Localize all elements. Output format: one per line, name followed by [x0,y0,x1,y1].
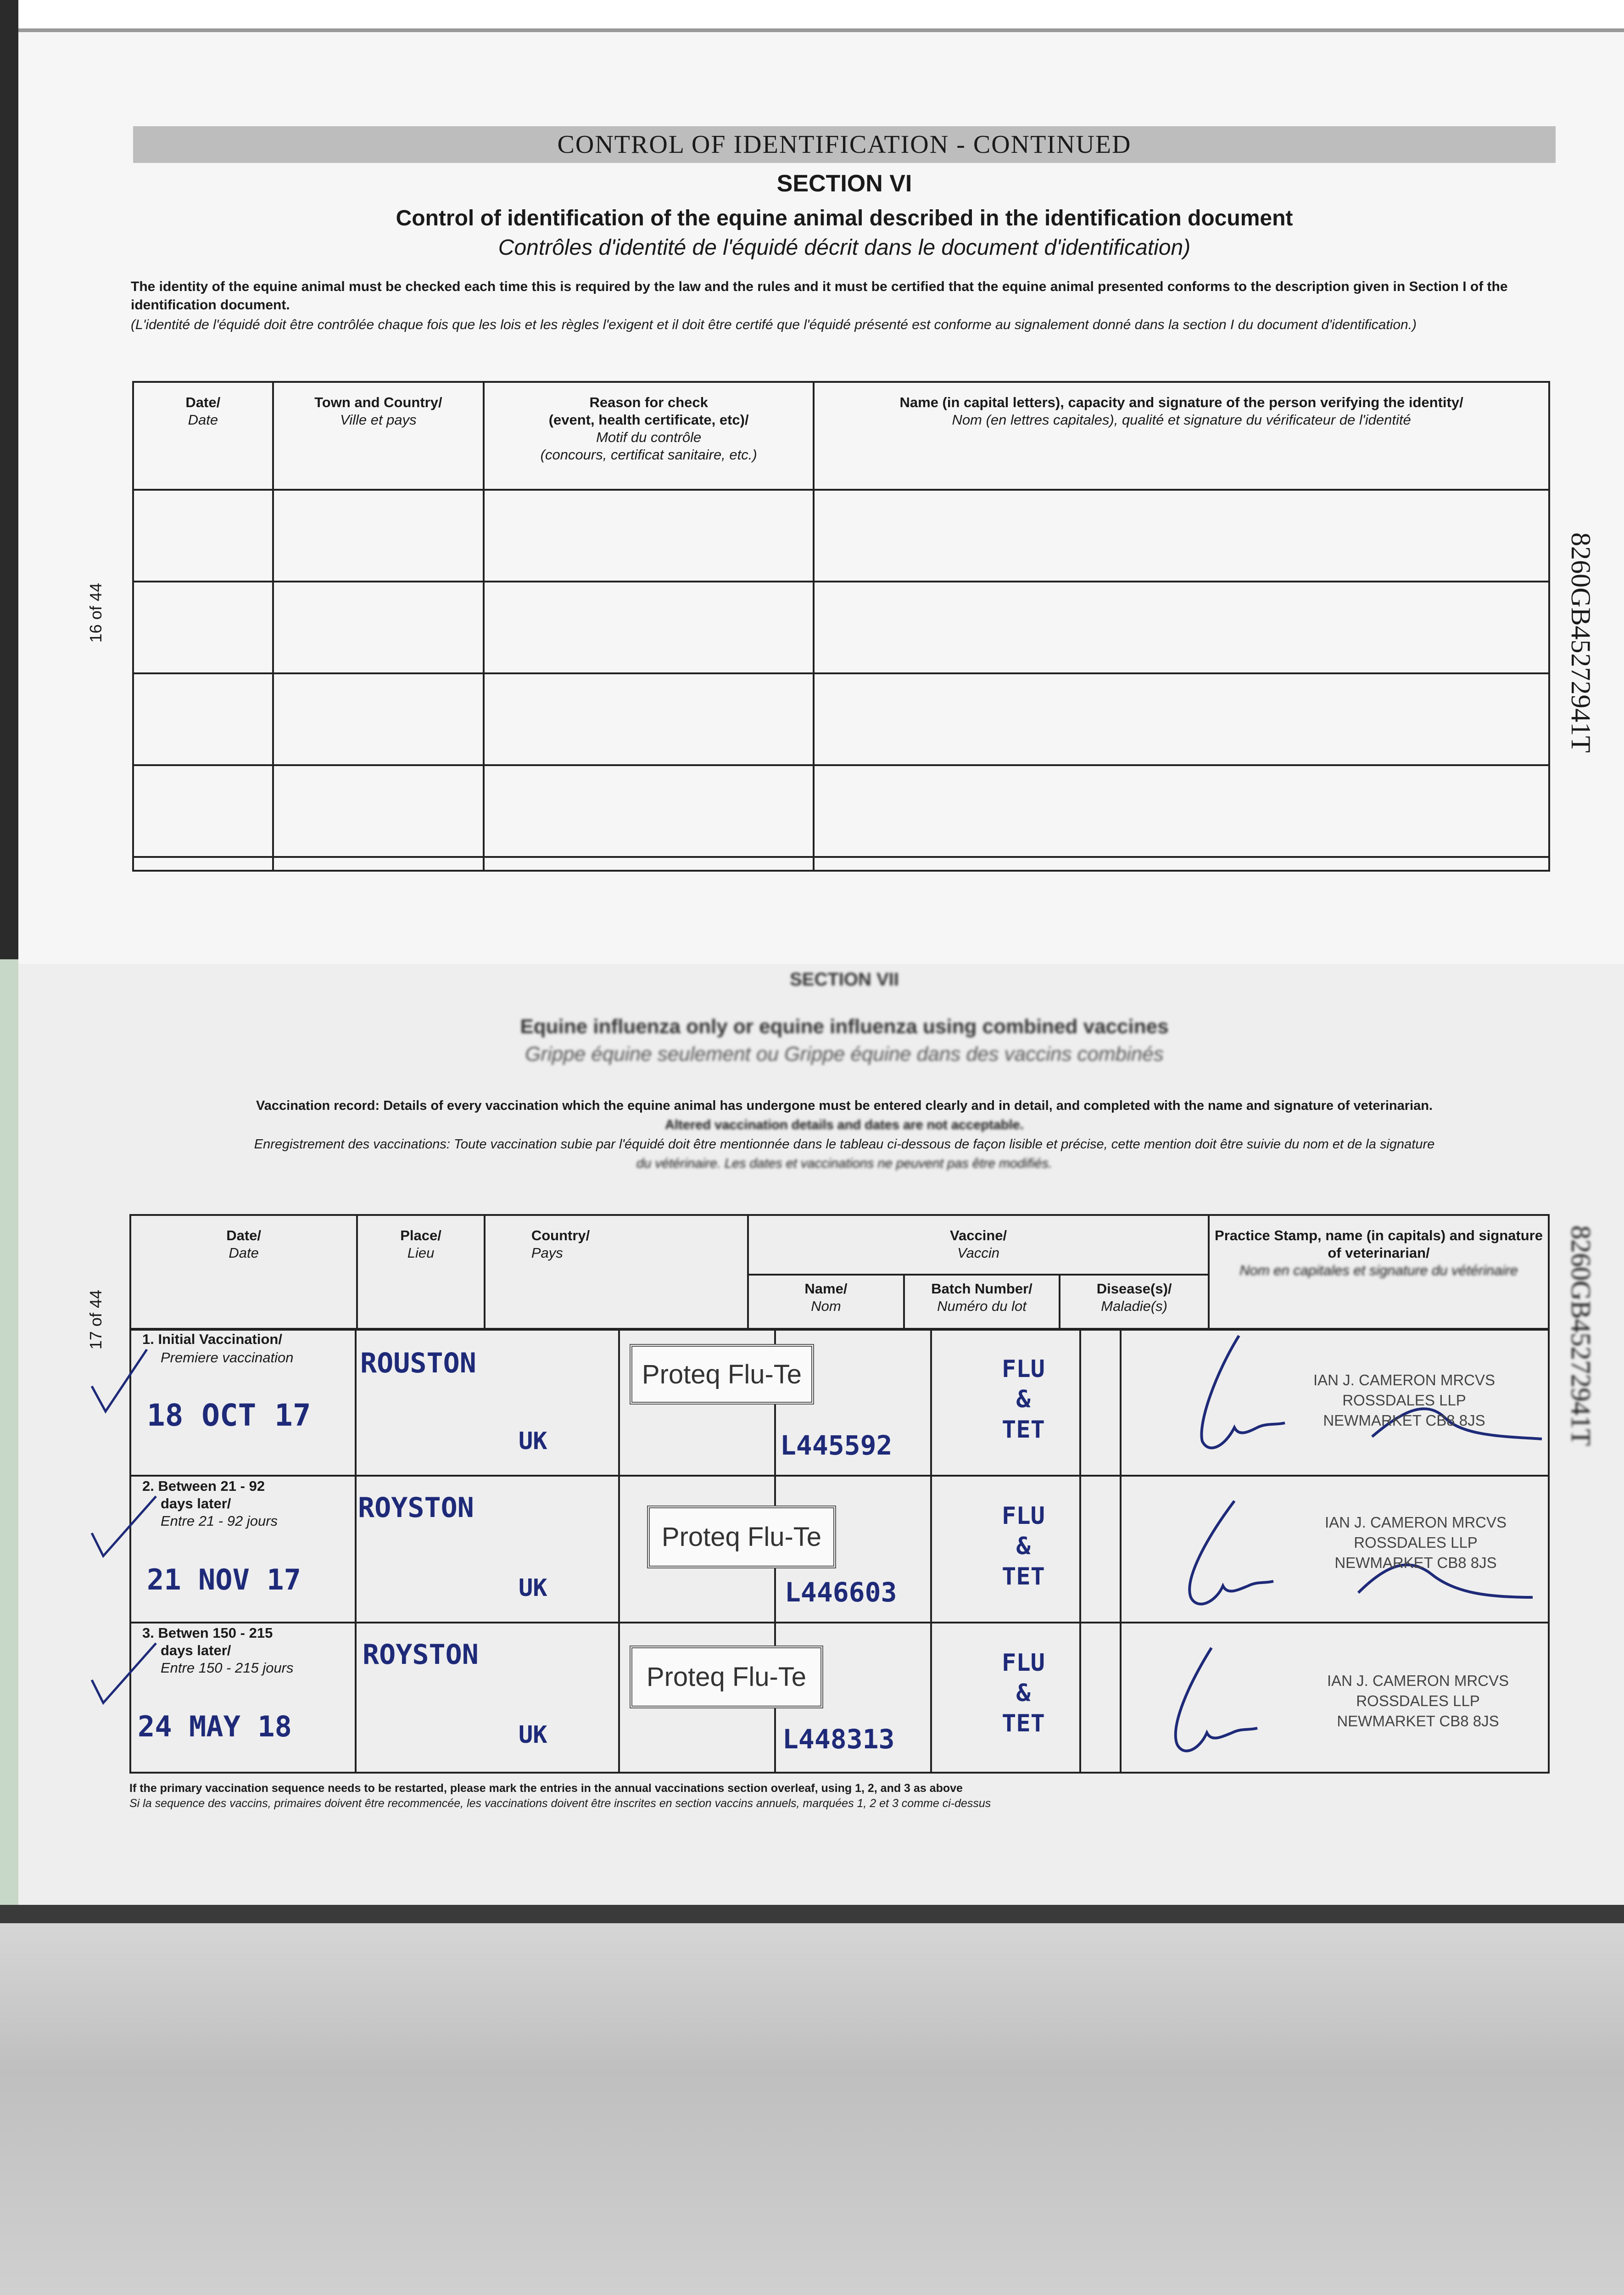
identity-note-en: The identity of the equine animal must be checked each time this is required by the law and the rules and it must be certified that the equine animal presented conforms to the description given in Section I of the identification document. [131,279,1508,313]
identification-table [132,381,1550,872]
section-vii-subtitle-en: Equine influenza only or equine influenza using combined vaccines [520,1015,1169,1038]
row1-batch: L445592 [780,1430,893,1461]
col-reason-header: Reason for check (event, health certificate, etc)/ Motif du contrôle (concours, certificat sanitaire, etc.) [484,382,814,490]
row2-vet-stamp: IAN J. CAMERON MRCVS ROSSDALES LLP NEWMARKET CB8 8JS [1324,1514,1507,1571]
vaccination-record-fr2: du vétérinaire. Les dates et vaccinations ne peuvent pas être modifiés. [636,1156,1052,1171]
row1-label-fr: Premiere vaccination [161,1349,294,1366]
divider [129,1328,1550,1330]
col-date-header: Date/ Date [130,1215,357,1330]
row1-disease: FLU & TET [1002,1355,1045,1444]
row2-batch: L446603 [785,1577,897,1608]
row2-date: 21 NOV 17 [147,1563,301,1596]
vaccination-table-header [130,1215,1549,1275]
row1-country: UK [519,1427,547,1455]
divider [129,1622,1550,1623]
divider [1548,1328,1550,1774]
divider [618,1328,620,1774]
divider [930,1328,932,1774]
row3-disease: FLU & TET [1002,1649,1045,1737]
col-name-header: Name/ Nom [748,1275,904,1330]
row3-vet-stamp: IAN J. CAMERON MRCVS ROSSDALES LLP NEWMARKET CB8 8JS [1327,1672,1509,1730]
passport-number-upper: 8260GB45272941T [1566,532,1596,753]
row3-label-en: 3. Betwen 150 - 215 [142,1625,273,1641]
section-title: SECTION VI [776,170,912,197]
row1-label-en: 1. Initial Vaccination/ [142,1331,282,1347]
divider [129,1772,1550,1774]
col-place-header: Place/ Lieu [357,1215,485,1330]
restart-note-en: If the primary vaccination sequence needs to be restarted, please mark the entries in the annual vaccinations section overleaf, using 1, 2, and 3 as above [129,1782,963,1795]
vaccination-record-en2: Altered vaccination details and dates are not acceptable. [665,1118,1024,1132]
section-vii-subtitle-fr: Grippe équine seulement ou Grippe équine dans des vaccins combinés [525,1043,1164,1065]
section-vii-title: SECTION VII [790,969,899,990]
row2-country: UK [519,1574,547,1602]
col-vaccine-header: Vaccine/ Vaccin [748,1215,1209,1275]
row3-batch: L448313 [782,1724,895,1755]
col-verifier-header: Name (in capital letters), capacity and signature of the person verifying the identity/ Nom (en lettres capitales), qualité et signature du vérificateur de l'identité [814,382,1549,490]
row2-label-fr-extra: Entre 21 - 92 jours [161,1513,278,1529]
banner-title: CONTROL OF IDENTIFICATION - CONTINUED [133,126,1556,163]
col-batch-header: Batch Number/ Numéro du lot [904,1275,1060,1330]
restart-note-fr: Si la sequence des vaccins, primaires doivent être recommencée, les vaccinations doivent être inscrites en section vaccins annuels, marquées 1, 2 et 3 comme ci-dessus [129,1797,991,1810]
page-top-rule [18,28,1624,32]
row2-disease: FLU & TET [1002,1502,1045,1590]
row2-label-en: 2. Between 21 - 92 [142,1478,265,1494]
row2-place: ROYSTON [358,1492,474,1524]
vaccination-record-fr: Enregistrement des vaccinations: Toute vaccination subie par l'équidé doit être mentionnée dans le tableau ci-dessous de façon lisible et précise, cette mention doit être suivie du nom et de la signature [254,1137,1435,1152]
table-row [133,582,1549,673]
row3-label-fr-extra: Entre 150 - 215 jours [161,1660,294,1676]
vaccination-table [129,1214,1550,1331]
row1-vet-stamp: IAN J. CAMERON MRCVS ROSSDALES LLP NEWMARKET CB8 8JS [1313,1371,1496,1429]
row1-date: 18 OCT 17 [147,1398,311,1433]
page-number-lower: 17 of 44 [86,1290,105,1350]
divider [1120,1328,1122,1774]
scanner-bed [0,1923,1624,2295]
col-date-header: Date/ Date [133,382,273,490]
page-number-upper: 16 of 44 [86,583,105,643]
vaccination-record-en: Vaccination record: Details of every vaccination which the equine animal has undergone must be entered clearly and in detail, and completed with the name and signature of veterinarian. [256,1098,1433,1113]
check-marks-icon [87,1322,179,1735]
divider [355,1328,357,1774]
identification-table-header [133,382,1549,490]
row3-label-fr: days later/ [161,1642,231,1658]
identity-note-fr: (L'identité de l'équidé doit être contrôlée chaque fois que les lois et les règles l'exigent et il doit être certifé que l'équidé présenté est conforme au signalement donné dans la section I du document d'identification.) [131,317,1417,332]
table-row [133,765,1549,857]
row1-place: ROUSTON [360,1347,476,1379]
table-row [133,673,1549,765]
passport-number-lower: 8260GB45272941T [1566,1226,1596,1446]
row3-vaccine-stamp: Proteq Flu-Te [630,1646,823,1708]
row3-date: 24 MAY 18 [138,1710,292,1743]
row2-label-fr: days later/ [161,1495,231,1511]
col-town-header: Town and Country/ Ville et pays [273,382,484,490]
row3-place: ROYSTON [363,1639,479,1671]
col-stamp-header: Practice Stamp, name (in capitals) and signature of veterinarian/ Nom en capitales et signature du vétérinaire [1209,1215,1549,1330]
row2-vaccine-stamp: Proteq Flu-Te [647,1506,836,1568]
row3-country: UK [519,1721,547,1749]
table-row [133,857,1549,871]
scan-edge-bottom [0,1905,1624,1923]
divider [129,1475,1550,1477]
col-country-header: Country/ Pays [485,1215,748,1330]
row1-vaccine-stamp: Proteq Flu-Te [630,1344,814,1405]
section-heading-fr: Contrôles d'identité de l'équidé décrit dans le document d'identification) [498,235,1191,260]
scan-edge-green [0,959,18,1905]
table-row [133,490,1549,582]
col-disease-header: Disease(s)/ Maladie(s) [1060,1275,1209,1330]
section-heading-en: Control of identification of the equine animal described in the identification document [396,206,1293,230]
divider [1079,1328,1081,1774]
